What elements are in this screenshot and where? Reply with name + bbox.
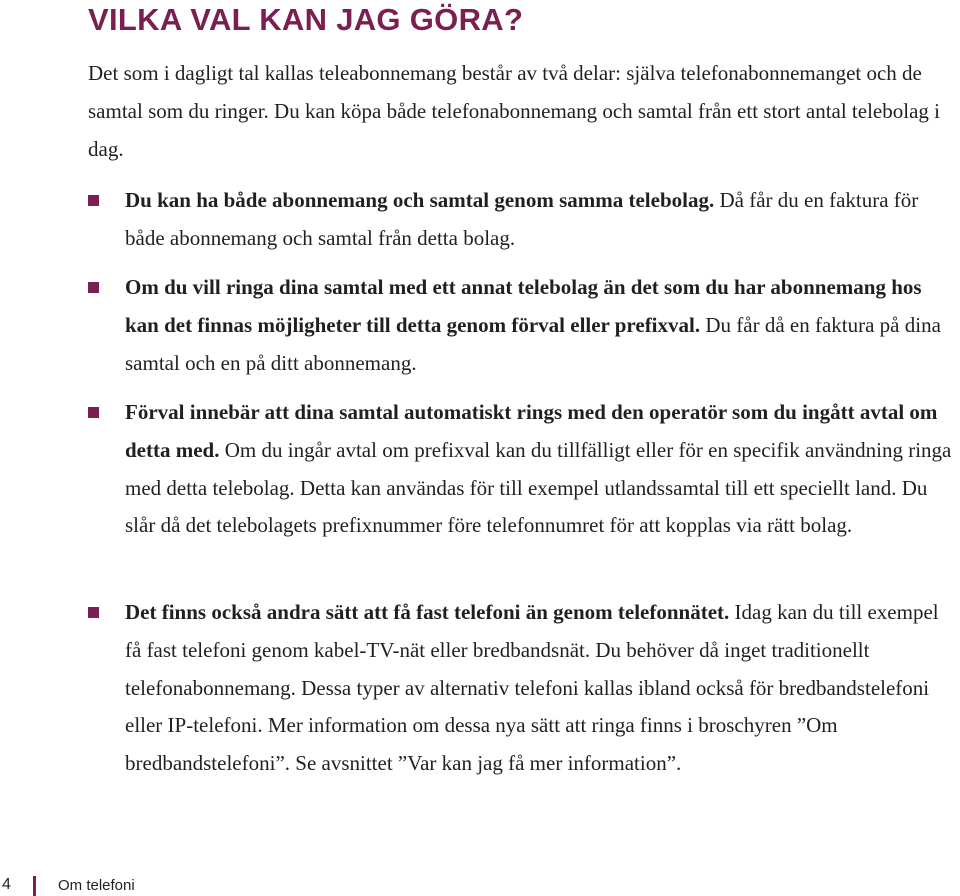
bullet-lead: Du kan ha både abonnemang och samtal genom samma telebolag. <box>125 188 715 212</box>
bullet-item-same-operator <box>125 182 957 258</box>
square-bullet-icon <box>88 195 99 206</box>
section-name: Om telefoni <box>58 877 135 894</box>
bullet-item-forval <box>125 394 957 545</box>
page-number: 4 <box>2 876 11 893</box>
page-heading: VILKA VAL KAN JAG GÖRA? <box>88 2 524 37</box>
bullet-text: Idag kan du till exempel få fast telefoni genom kabel-TV-nät eller bredbandsnät. Du behöver då inget traditionellt telefonabonnemang. Dessa typer av alternativ telefoni kallas ibland också för bredbandstelefoni eller IP-telefoni. Mer information om dessa nya sätt att ringa finns i broschyren ”Om bredbandstelefoni”. Se avsnittet ”Var kan jag få mer information”. <box>125 600 939 776</box>
bullet-item-other-ways <box>125 594 957 783</box>
footer-divider <box>33 876 36 896</box>
bullet-text: Om du ingår avtal om prefixval kan du tillfälligt eller för en specifik användning ringa med detta telebolag. Detta kan användas för till exempel utlandssamtal till ett speciellt land. Du slår då det telebolagets prefixnummer före telefonnumret för att kopplas via rätt bolag. <box>125 437 952 538</box>
square-bullet-icon <box>88 607 99 618</box>
bullet-text: Du får då en faktura på dina samtal och en på ditt abonnemang. <box>125 312 941 375</box>
bullet-item-other-operator <box>125 269 957 382</box>
bullet-lead: Förval innebär att dina samtal automatiskt rings med den operatör som du ingått avtal om detta med. <box>125 400 938 462</box>
intro-paragraph: Det som i dagligt tal kallas teleabonnemang består av två delar: själva telefonabonnemanget och de samtal som du ringer. Du kan köpa både telefonabonnemang och samtal från ett stort antal telebolag i dag. <box>88 61 940 161</box>
bullet-text: Då får du en faktura för både abonnemang och samtal från detta bolag. <box>125 188 919 250</box>
bullet-lead: Om du vill ringa dina samtal med ett annat telebolag än det som du har abonnemang hos kan det finnas möjligheter till detta genom förval eller prefixval. <box>125 275 922 337</box>
square-bullet-icon <box>88 282 99 293</box>
bullet-lead: Det finns också andra sätt att få fast telefoni än genom telefonnätet. <box>125 600 730 624</box>
square-bullet-icon <box>88 407 99 418</box>
page-footer <box>0 866 300 894</box>
